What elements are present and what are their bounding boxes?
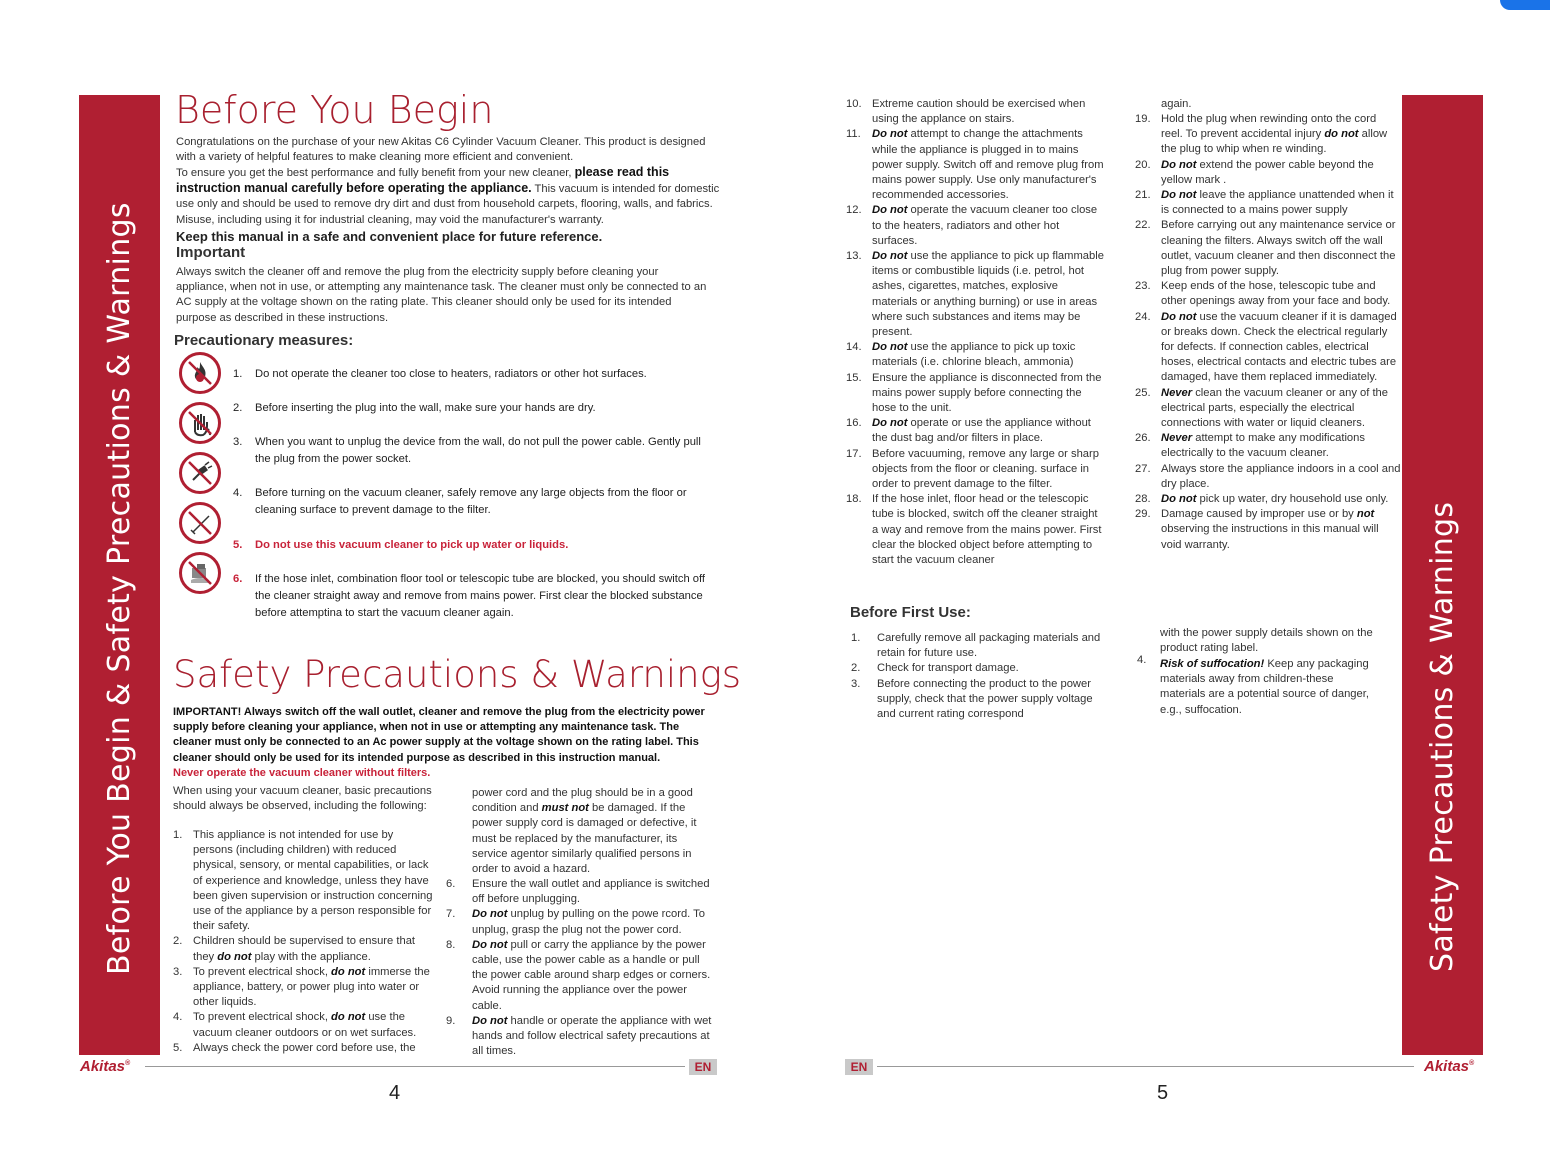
list-item: 17. Before vacuuming, remove any large or sharp objects from the floor or cleaning. surface in order to prevent damage to the filter. — [846, 447, 1099, 491]
precaution-text: If the hose inlet, combination floor tool or telescopic tube are blocked, you should switch off the cleaner straight away and remove from mains power. First clear the blocked substance before attemptina to start the vacuum cleaner again. — [255, 573, 706, 619]
precaution-number: 6. — [233, 573, 243, 585]
footer-rule — [145, 1066, 685, 1067]
footer-rule — [877, 1066, 1414, 1067]
before-you-begin-title: Before You Begin — [175, 88, 494, 132]
list-item: 2. Children should be supervised to ensure that they do not play with the appliance. — [173, 935, 416, 963]
precaution-item — [233, 366, 703, 383]
list-item: 8. Do not pull or carry the appliance by the power cable, use the power cable as a handle or pull the power cable around sharp edges or corners. Avoid running the appliance over the power cable. — [446, 938, 711, 1012]
intro-text-a: To ensure you get the best performance and fully benefit from your new cleaner, — [176, 167, 572, 179]
safety-precautions-title: Safety Precautions & Warnings — [173, 653, 742, 696]
list-item: 11. Do not attempt to change the attachments while the appliance is plugged in to mains power supply. Switch off and remove plug from mains power supply. Use only manufacturer's recommended accessories. — [846, 128, 1104, 202]
precaution-item — [233, 400, 703, 417]
intro-text-c: This vacuum is intended for domestic use only and should be used to remove dry dirt and dust from household carpets, flooring, walls, and fabrics. Misuse, including using it for industrial cleaning, may void the manufacturer's warranty. — [176, 183, 720, 226]
important-paragraph: Always switch the cleaner off and remove the plug from the electricity supply before cleaning your appliance, when not in use, or attempting any maintenance task. The cleaner must only be connected to an AC supply at the voltage shown on the rating plate. This cleaner should only be used for its intended purpose as described in these instructions. — [176, 266, 707, 324]
precaution-text: Do not operate the cleaner too close to heaters, radiators or other hot surfaces. — [255, 368, 647, 380]
first-use-continuation: with the power supply details shown on the product rating label. — [1160, 627, 1373, 655]
precaution-text: Before inserting the plug into the wall, make sure your hands are dry. — [255, 402, 596, 414]
precaution-item — [233, 485, 703, 519]
precaution-item-warning — [233, 537, 703, 554]
list-item: 24. Do not use the vacuum cleaner if it is damaged or breaks down. Check the electrical regularly for defects. If connection cables, electrical hoses, electrical contacts and electric tubes are damaged, have them replaced immediately. — [1135, 310, 1397, 384]
list-item: 1. Carefully remove all packaging materials and retain for future use. — [851, 632, 1101, 660]
akitas-logo: Akitas® — [1424, 1058, 1475, 1075]
list-item: 4. To prevent electrical shock, do not use the vacuum cleaner outdoors or on wet surfaces. — [173, 1011, 417, 1039]
never-without-filters: Never operate the vacuum cleaner without filters. — [173, 767, 431, 779]
list-item: 3. To prevent electrical shock, do not immerse the appliance, battery, or power plug into water or other liquids. — [173, 965, 430, 1009]
list-item: 10. Extreme caution should be exercised when using the applance on stairs. — [846, 98, 1086, 126]
language-badge: EN — [845, 1059, 873, 1075]
list-item: 2. Check for transport damage. — [851, 662, 1019, 675]
before-first-use-heading: Before First Use: — [850, 604, 971, 621]
no-objects-icon — [179, 502, 221, 544]
precaution-number: 1. — [233, 368, 243, 380]
list-item: 3. Before connecting the product to the power supply, check that the power supply voltage and current rating correspond — [851, 677, 1093, 721]
list-item: 14. Do not use the appliance to pick up toxic materials (i.e. chlorine bleach, ammonia) — [846, 341, 1076, 369]
no-water-icon — [179, 552, 221, 594]
precaution-number: 4. — [233, 487, 243, 499]
left-sidebar-text: Before You Begin & Safety Precautions & Warnings — [102, 202, 137, 975]
precautionary-heading: Precautionary measures: — [174, 332, 354, 349]
right-list-col1 — [846, 97, 1106, 568]
safety-list-col1 — [173, 828, 435, 1056]
akitas-logo: Akitas® — [80, 1058, 131, 1075]
precaution-number: 2. — [233, 402, 243, 414]
safety-important-paragraph: IMPORTANT! Always switch off the wall outlet, cleaner and remove the plug from the electricity power supply before cleaning your appliance, when not in use or attempting any maintenance task. The cleaner must only be connected to an Ac power supply at the voltage shown on the rating label. This cleaner should only be used for its intended purpose as described in this instruction manual. — [173, 706, 705, 764]
list-item: 22. Before carrying out any maintenance service or cleaning the filters. Always switch off the wall outlet, vacuum cleaner and then disconnect the plug from power supply. — [1135, 219, 1396, 278]
list-item: 16. Do not operate or use the appliance without the dust bag and/or filters in place. — [846, 417, 1091, 445]
precaution-item — [233, 434, 703, 468]
list-item: 29. Damage caused by improper use or by not observing the instructions in this manual will void warranty. — [1135, 508, 1379, 551]
list-item: 23. Keep ends of the hose, telescopic tube and other openings away from your face and body. — [1135, 280, 1391, 308]
list-item: 12. Do not operate the vacuum cleaner too close to the heaters, radiators and other hot surfaces. — [846, 204, 1098, 247]
safety-list-col2 — [446, 877, 714, 1059]
keep-manual-note: Keep this manual in a safe and convenient place for future reference. — [176, 229, 603, 244]
corner-accent — [1500, 0, 1550, 10]
important-heading: Important — [176, 244, 246, 261]
list-item: 9. Do not handle or operate the appliance with wet hands and follow electrical safety precautions at all times. — [446, 1014, 712, 1058]
intro-text-bold: please read this instruction manual carefully before operating the appliance. — [176, 165, 670, 196]
page-number: 4 — [389, 1082, 401, 1104]
risk-text: Keep any packaging materials away from children-these materials are a potential source of danger, e.g., suffocation. — [1160, 658, 1369, 716]
list-item: 13. Do not use the appliance to pick up flammable items or combustible liquids (i.e. petrol, hot ashes, cigarettes, matches, explosive materials or anything burning) or use in areas where such substances and items may be present. — [846, 250, 1104, 339]
list-item: 5. Always check the power cord before use, the — [173, 1041, 416, 1054]
precaution-number: 5. — [233, 539, 243, 551]
right-list-col2 — [1135, 112, 1401, 553]
list-item: 26. Never attempt to make any modifications electrically to the vacuum cleaner. — [1135, 432, 1365, 460]
first-use-list — [851, 631, 1101, 722]
unplug-warning-icon — [179, 452, 221, 494]
list-item: 25. Never clean the vacuum cleaner or any of the electrical parts, especially the electrical connections with water or liquid cleaners. — [1135, 386, 1389, 430]
first-use-item-4 — [1137, 654, 1377, 718]
list-item: 7. Do not unplug by pulling on the powe rcord. To unplug, grasp the plug not the power cord. — [446, 908, 705, 936]
risk-label: Risk of suffocation! — [1160, 658, 1265, 670]
precaution-text: Before turning on the vacuum cleaner, safely remove any large objects from the floor or cleaning surface to prevent damage to the filter. — [255, 487, 687, 516]
precaution-text: Do not use this vacuum cleaner to pick up water or liquids. — [255, 539, 569, 551]
list-item: 28. Do not pick up water, dry household use only. — [1135, 493, 1389, 506]
right-col2-continuation: again. — [1161, 98, 1192, 110]
list-item: 21. Do not leave the appliance unattended when it is connected to a mains power supply — [1135, 189, 1394, 217]
page-number: 5 — [1157, 1082, 1169, 1104]
language-badge: EN — [689, 1059, 717, 1075]
precaution-item — [233, 571, 718, 622]
list-item: 1. This appliance is not intended for use by persons (including children) with reduced physical, sensory, or mental capabilities, or lack of experience and knowledge, unless they have been given supervision or instruction concerning use of the appliance by a person responsible for their safety. — [173, 829, 433, 933]
intro-paragraph-1: Congratulations on the purchase of your new Akitas C6 Cylinder Vacuum Cleaner. This product is designed with a variety of helpful features to make cleaning more efficient and convenient. — [176, 136, 706, 164]
list-item: 20. Do not extend the power cable beyond the yellow mark . — [1135, 158, 1374, 186]
list-item: 6. Ensure the wall outlet and appliance is switched off before unplugging. — [446, 878, 710, 906]
safety-col1-intro: When using your vacuum cleaner, basic precautions should always be observed, including the following: — [173, 785, 432, 813]
wet-hand-warning-icon — [179, 402, 221, 444]
fire-warning-icon — [179, 352, 221, 394]
safety-col2-continuation: power cord and the plug should be in a good condition and must not be damaged. If the power supply cord is damaged or defective, it must be replaced by the manufacturer, its service agentor similarly qualified persons in order to avoid a hazard. — [472, 787, 697, 876]
intro-paragraph-2 — [176, 165, 721, 228]
right-sidebar-text: Safety Precautions & Warnings — [1425, 501, 1460, 972]
list-item: 18. If the hose inlet, floor head or the telescopic tube is blocked, switch off the cleaner straight a way and remove from the mains power. First clear the blocked object before attempting to start the vacuum cleaner — [846, 493, 1102, 567]
precaution-number: 3. — [233, 436, 243, 448]
list-item: 15. Ensure the appliance is disconnected from the mains power supply before connecting the hose to the unit. — [846, 371, 1102, 415]
list-item: 27. Always store the appliance indoors in a cool and dry place. — [1135, 462, 1401, 490]
precaution-text: When you want to unplug the device from the wall, do not pull the power cable. Gently pull the plug from the power socket. — [255, 436, 701, 465]
list-number: 4. — [1137, 654, 1147, 666]
list-item: 19. Hold the plug when rewinding onto the cord reel. To prevent accidental injury do not allow the plug to whip when re winding. — [1135, 113, 1388, 156]
